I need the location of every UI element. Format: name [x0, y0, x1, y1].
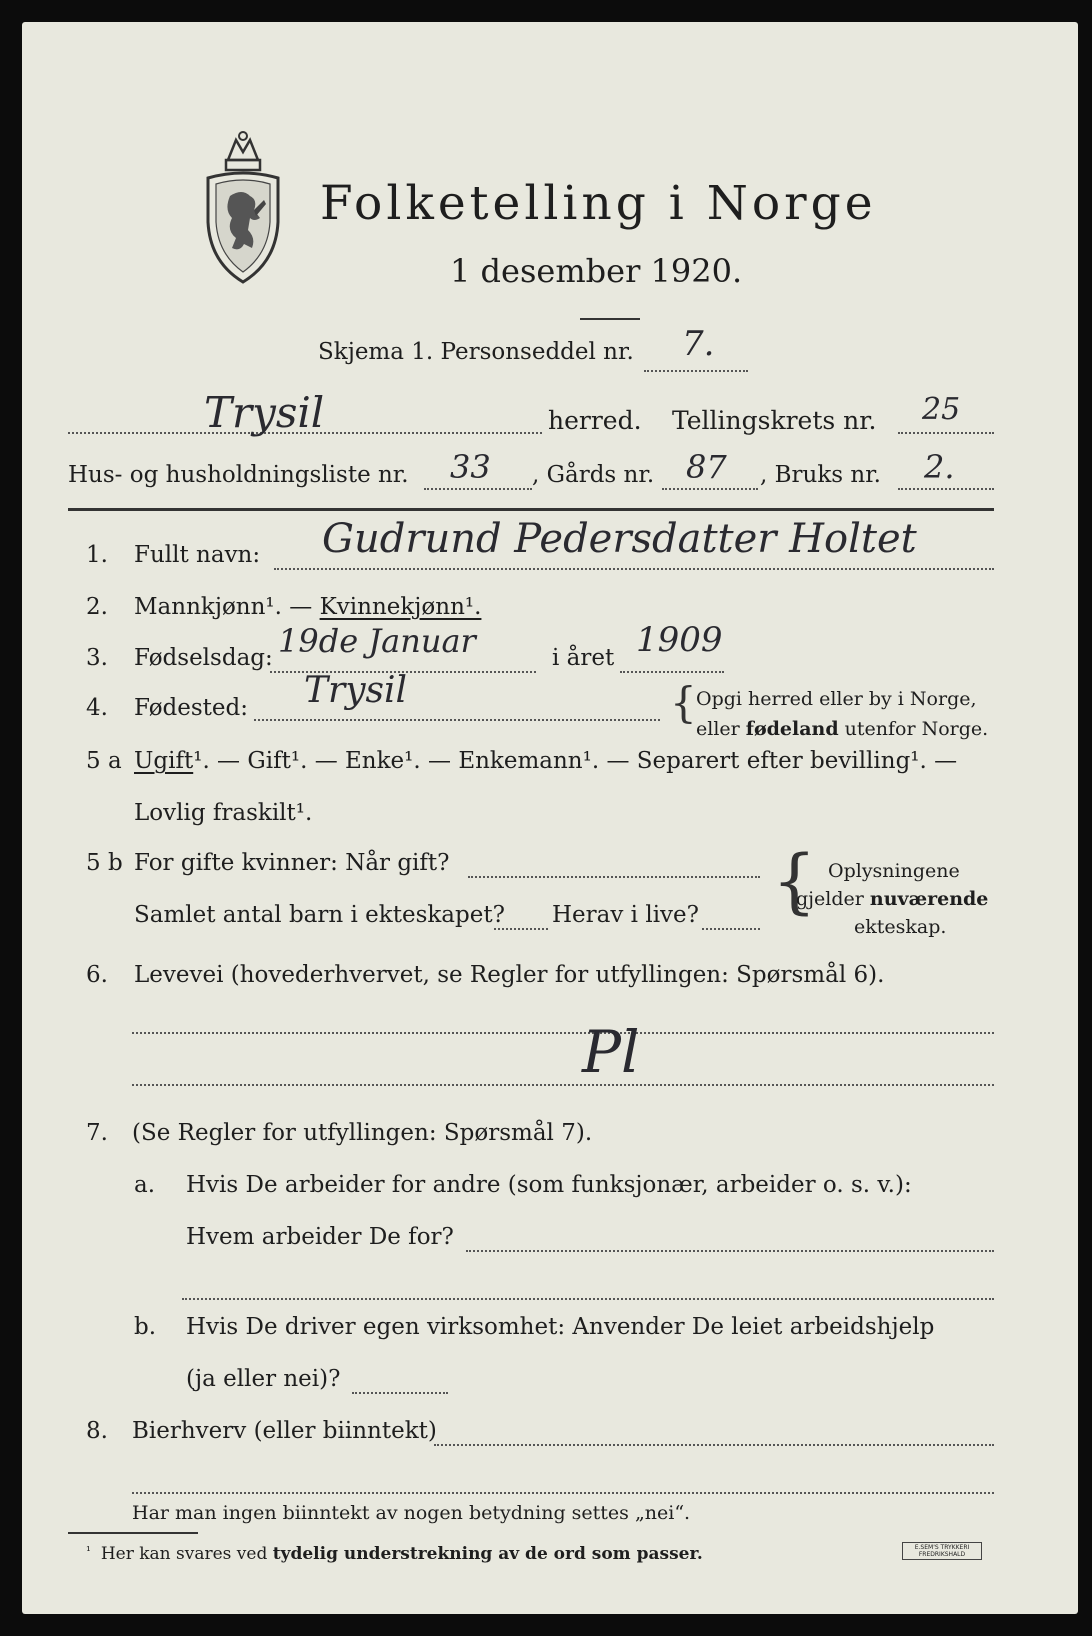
census-date: 1 desember 1920.	[450, 252, 743, 290]
q5a-other-options: ¹. — Gift¹. — Enke¹. — Enkemann¹. — Separert efter bevilling¹. —	[193, 748, 958, 774]
q4-note-line1: Opgi herred eller by i Norge,	[696, 688, 977, 710]
q1-full-name: Gudrund Pedersdatter Holtet	[322, 516, 917, 562]
q7a-answer-line	[466, 1250, 994, 1252]
q3-label: Fødselsdag:	[134, 645, 273, 671]
q6-occupation: Pl	[582, 1018, 640, 1086]
bruks-line	[898, 488, 994, 490]
gards-value: 87	[686, 448, 727, 486]
gards-label: , Gårds nr.	[532, 462, 655, 488]
q4-note-line2: eller fødeland utenfor Norge.	[696, 718, 989, 740]
q8-label: Bierhverv (eller biinntekt)	[132, 1418, 437, 1444]
q8-number: 8.	[86, 1418, 108, 1444]
q6-number: 6.	[86, 962, 108, 988]
hus-value: 33	[450, 448, 491, 486]
q4-birthplace: Trysil	[304, 670, 408, 711]
q5a-marital-options	[134, 748, 957, 774]
q5b-note-line3: ekteskap.	[854, 916, 947, 938]
personseddel-number: 7.	[682, 324, 715, 364]
q7b-line1: Hvis De driver egen virksomhet: Anvender De leiet arbeidshjelp	[186, 1314, 935, 1340]
q5b-label-alive: Herav i live?	[552, 902, 699, 928]
q2-sex-options	[134, 594, 481, 620]
q7a-number: a.	[134, 1172, 156, 1198]
q6-label: Levevei (hovederhvervet, se Regler for utfyllingen: Spørsmål 6).	[134, 962, 885, 988]
hus-line	[424, 488, 532, 490]
q7-label: (Se Regler for utfyllingen: Spørsmål 7).	[132, 1120, 593, 1146]
q5a-ugift: Ugift	[134, 748, 194, 774]
q8-line2	[132, 1492, 994, 1494]
q2-separator: —	[281, 594, 320, 620]
biinntekt-note: Har man ingen biinntekt av nogen betydning settes „nei“.	[132, 1502, 691, 1524]
q4-line	[254, 719, 660, 721]
q5b-label-children: Samlet antal barn i ekteskapet?	[134, 902, 505, 928]
q6-line1	[132, 1032, 994, 1034]
q7b-line2: (ja eller nei)?	[186, 1366, 341, 1392]
q3-birth-year: 1909	[636, 620, 723, 660]
q5b-alive-line	[702, 928, 760, 930]
q4-number: 4.	[86, 695, 108, 721]
norway-coat-of-arms-icon	[198, 130, 288, 286]
q3-year-line	[620, 671, 724, 673]
q7a-line2: Hvem arbeider De for?	[186, 1224, 454, 1250]
q5a-number: 5 a	[86, 748, 122, 774]
printer-stamp: E.SEM'S TRYKKERI FREDRIKSHALD	[902, 1542, 982, 1560]
q1-number: 1.	[86, 542, 108, 568]
q7b-answer-line	[352, 1392, 448, 1394]
footnote-rule	[68, 1532, 198, 1534]
skjema-label: Skjema 1. Personseddel nr.	[318, 339, 634, 365]
q7-number: 7.	[86, 1120, 108, 1146]
q7b-number: b.	[134, 1314, 157, 1340]
q2-kvinnekjonn: Kvinnekjønn¹.	[319, 594, 482, 620]
q5b-note-line2: gjelder nuværende	[796, 888, 989, 910]
q5b-number: 5 b	[86, 850, 123, 876]
q5b-married-line	[468, 876, 760, 878]
herred-label: herred.	[548, 406, 642, 435]
q2-mannkjonn: Mannkjønn¹.	[134, 594, 282, 620]
q4-label: Fødested:	[134, 695, 249, 721]
q5b-label-married: For gifte kvinner: Når gift?	[134, 850, 450, 876]
herred-value: Trysil	[204, 388, 325, 437]
q6-line2	[132, 1084, 994, 1086]
q5a-line2: Lovlig fraskilt¹.	[134, 800, 313, 826]
q3-year-label: i året	[552, 645, 615, 671]
q7a-answer-line2	[182, 1298, 994, 1300]
q5b-brace: {	[772, 840, 817, 922]
q4-brace: {	[670, 678, 697, 727]
tellingskrets-value: 25	[922, 392, 961, 427]
form-title: Folketelling i Norge	[320, 176, 877, 231]
header-divider	[68, 508, 994, 511]
q2-number: 2.	[86, 594, 108, 620]
census-form-sheet	[22, 22, 1078, 1614]
personseddel-line	[644, 370, 748, 372]
q1-label: Fullt navn:	[134, 542, 261, 568]
q3-birth-date: 19de Januar	[278, 622, 476, 660]
q1-line	[274, 568, 994, 570]
footnote: $^{^1}$ Her kan svares ved tydelig understrekning av de ord som passer.	[86, 1544, 703, 1564]
hus-label: Hus- og husholdningsliste nr.	[68, 462, 409, 488]
q5b-note-line1: Oplysningene	[828, 860, 960, 882]
q5b-children-line	[494, 928, 548, 930]
q3-number: 3.	[86, 645, 108, 671]
title-rule	[580, 318, 640, 320]
tellingskrets-line	[898, 432, 994, 434]
q7a-line1: Hvis De arbeider for andre (som funksjonær, arbeider o. s. v.):	[186, 1172, 912, 1198]
bruks-label: , Bruks nr.	[760, 462, 881, 488]
footnote-mark: ¹	[86, 1544, 91, 1558]
gards-line	[662, 488, 758, 490]
bruks-value: 2.	[924, 448, 955, 486]
q8-line1	[434, 1444, 994, 1446]
tellingskrets-label: Tellingskrets nr.	[672, 406, 877, 435]
